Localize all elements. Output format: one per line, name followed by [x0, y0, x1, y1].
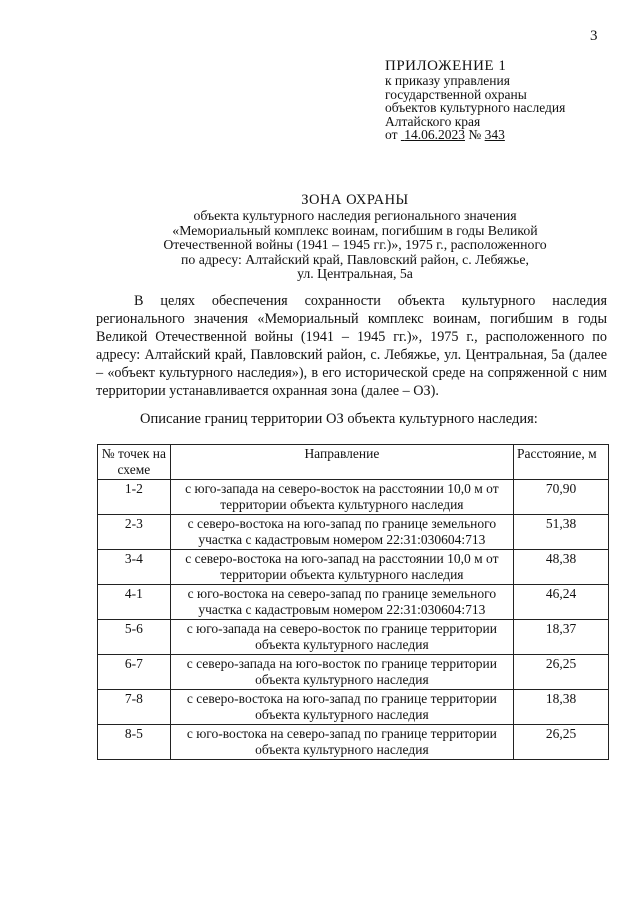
cell-direction: с юго-востока на северо-запад по границе земельного участка с кадастровым номером 22:31:030604:713 — [170, 585, 513, 620]
cell-distance: 46,24 — [514, 585, 609, 620]
table-row — [98, 480, 609, 515]
table-caption: Описание границ территории ОЗ объекта культурного наследия: — [140, 411, 538, 427]
zone-subtitle-line: объекта культурного наследия регионального значения — [193, 208, 517, 223]
date-prefix: от — [385, 127, 398, 142]
cell-direction: с северо-запада на юго-восток по границе территории объекта культурного наследия — [170, 655, 513, 690]
table-header-row — [98, 445, 609, 480]
cell-direction: с юго-запада на северо-восток на расстоянии 10,0 м от территории объекта культурного наследия — [170, 480, 513, 515]
page-number: 3 — [590, 28, 598, 44]
appendix-line: государственной охраны — [385, 86, 527, 102]
appendix-block — [385, 58, 625, 142]
cell-direction: с северо-востока на юго-запад по границе территории объекта культурного наследия — [170, 690, 513, 725]
cell-direction: с юго-запада на северо-восток по границе территории объекта культурного наследия — [170, 620, 513, 655]
cell-points: 7-8 — [98, 690, 171, 725]
zone-subtitle-line: «Мемориальный комплекс воинам, погибшим в годы Великой — [172, 222, 538, 238]
cell-distance: 51,38 — [514, 515, 609, 550]
zone-subtitle-line: Отечественной войны (1941 – 1945 гг.)», 1975 г., расположенного — [163, 237, 547, 252]
number-sign: № — [468, 127, 482, 142]
boundaries-table — [97, 444, 609, 760]
appendix-title: ПРИЛОЖЕНИЕ 1 — [385, 58, 507, 74]
zone-subtitle — [95, 209, 615, 282]
zone-title: ЗОНА ОХРАНЫ — [301, 192, 409, 208]
table-row — [98, 515, 609, 550]
cell-distance: 18,37 — [514, 620, 609, 655]
cell-direction: с юго-востока на северо-запад по границе территории объекта культурного наследия — [170, 725, 513, 760]
cell-distance: 26,25 — [514, 725, 609, 760]
cell-points: 8-5 — [98, 725, 171, 760]
body-paragraph — [96, 292, 607, 400]
header-distance: Расстояние, м — [514, 445, 609, 480]
header-direction: Направление — [170, 445, 513, 480]
appendix-line: Алтайского края — [385, 113, 481, 129]
body-paragraph-text: В целях обеспечения сохранности объекта культурного наследия регионального значения «Мемориальный комплекс воинам, погибшим в годы Великой Отечественной войны (1941 – 1945 гг.)», 1975 г., расположенного по адресу: Алтайский край, Павловский район, с. Лебяжье, ул. Центральная, 5а (далее – «объект культурного наследия»), в его исторической среде на сопряженной с ним территории устанавливается охранная зона (далее – ОЗ). — [96, 293, 607, 399]
cell-points: 3-4 — [98, 550, 171, 585]
cell-points: 6-7 — [98, 655, 171, 690]
cell-points: 2-3 — [98, 515, 171, 550]
table-row — [98, 550, 609, 585]
cell-distance: 70,90 — [514, 480, 609, 515]
cell-distance: 26,25 — [514, 655, 609, 690]
cell-points: 1-2 — [98, 480, 171, 515]
order-date: 14.06.2023 — [404, 127, 465, 142]
appendix-line: к приказу управления — [385, 73, 510, 88]
order-number: 343 — [484, 127, 505, 142]
cell-points: 5-6 — [98, 620, 171, 655]
cell-direction: с северо-востока на юго-запад по границе земельного участка с кадастровым номером 22:31:030604:713 — [170, 515, 513, 550]
zone-subtitle-line: по адресу: Алтайский край, Павловский район, с. Лебяжье, — [181, 251, 529, 267]
appendix-date-line — [385, 128, 625, 142]
cell-distance: 18,38 — [514, 690, 609, 725]
cell-points: 4-1 — [98, 585, 171, 620]
table-row — [98, 655, 609, 690]
table-row — [98, 620, 609, 655]
table-row — [98, 585, 609, 620]
table-row — [98, 725, 609, 760]
appendix-line: объектов культурного наследия — [385, 100, 566, 115]
table-row — [98, 690, 609, 725]
cell-direction: с северо-востока на юго-запад на расстоянии 10,0 м от территории объекта культурного наследия — [170, 550, 513, 585]
header-point-numbers: № точек на схеме — [98, 445, 171, 480]
zone-subtitle-line: ул. Центральная, 5а — [297, 266, 413, 281]
cell-distance: 48,38 — [514, 550, 609, 585]
